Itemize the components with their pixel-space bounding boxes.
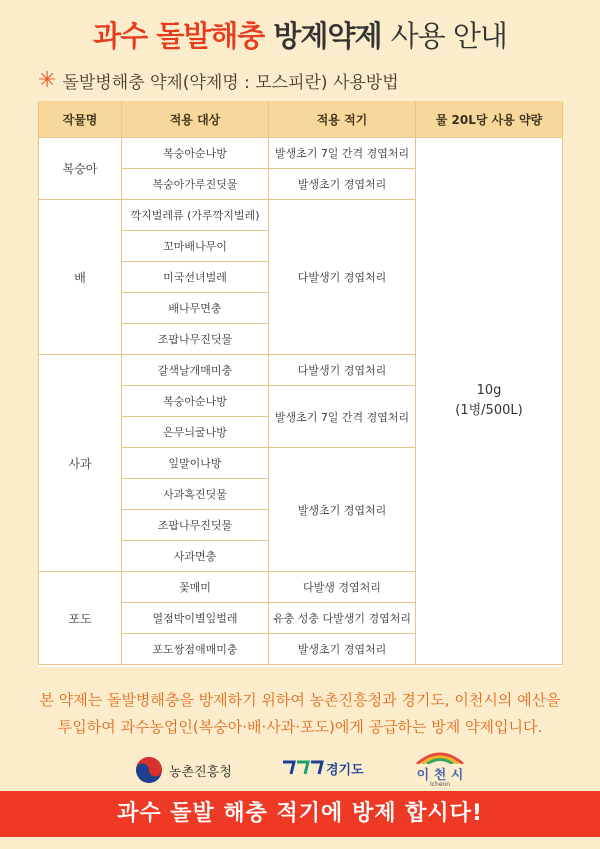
target-cell: 갈색날개매미충 bbox=[122, 355, 269, 386]
target-cell: 깍지벌레류 (가루깍지벌레) bbox=[122, 200, 269, 231]
target-cell: 꽃매미 bbox=[122, 572, 269, 603]
section-heading-text: 돌발병해충 약제(약제명 : 모스피란) 사용방법 bbox=[62, 73, 399, 93]
timing-cell: 발생초기 경엽처리 bbox=[269, 634, 416, 665]
gyeonggi-logo-text: 경기도 bbox=[326, 762, 364, 778]
taegeuk-icon bbox=[135, 756, 163, 784]
icheon-logo-sub: Icheon bbox=[429, 781, 451, 788]
dosage-amount: 10g bbox=[476, 383, 502, 398]
usage-table bbox=[38, 101, 563, 665]
target-cell: 미국선녀벌레 bbox=[122, 262, 269, 293]
title-bold: 방제약제 bbox=[273, 19, 382, 53]
title-rest: 사용 안내 bbox=[390, 19, 507, 53]
target-cell: 조팝나무진딧물 bbox=[122, 510, 269, 541]
notice-text bbox=[0, 687, 600, 741]
header-timing: 적용 적기 bbox=[269, 101, 416, 138]
target-cell: 복숭아순나방 bbox=[122, 138, 269, 169]
target-cell: 포도쌍점애매미충 bbox=[122, 634, 269, 665]
target-cell: 잎말이나방 bbox=[122, 448, 269, 479]
target-cell: 사과면충 bbox=[122, 541, 269, 572]
crop-cell-apple: 사과 bbox=[39, 355, 122, 572]
dosage-note: (1병/500L) bbox=[455, 403, 523, 418]
icheon-logo bbox=[413, 750, 467, 788]
timing-cell: 다발생기 경엽처리 bbox=[269, 200, 416, 355]
target-cell: 조팝나무진딧물 bbox=[122, 324, 269, 355]
timing-cell: 발생초기 7일 간격 경엽처리 bbox=[269, 386, 416, 448]
timing-cell: 발생초기 경엽처리 bbox=[269, 448, 416, 572]
dosage-cell bbox=[416, 138, 563, 665]
icheon-logo-text: 이 천 시 bbox=[416, 768, 464, 783]
target-cell: 배나무면충 bbox=[122, 293, 269, 324]
timing-cell: 다발생기 경엽처리 bbox=[269, 355, 416, 386]
banner-text: 과수 돌발 해충 적기에 방제 합시다! bbox=[117, 801, 483, 826]
timing-cell: 다발생 경엽처리 bbox=[269, 572, 416, 603]
header-crop: 작물명 bbox=[39, 101, 122, 138]
page-title bbox=[0, 14, 600, 55]
title-highlight: 과수 돌발해충 bbox=[93, 19, 265, 53]
crop-cell-peach: 복숭아 bbox=[39, 138, 122, 200]
table-header-row bbox=[39, 101, 563, 138]
usage-table-container bbox=[38, 101, 562, 667]
asterisk-icon: ✳ bbox=[38, 67, 57, 93]
sponsor-logos bbox=[0, 752, 600, 788]
header-dosage: 물 20L당 사용 약량 bbox=[416, 101, 563, 138]
target-cell: 열점박이별잎벌레 bbox=[122, 603, 269, 634]
rda-logo bbox=[135, 756, 232, 784]
header-target: 적용 대상 bbox=[122, 101, 269, 138]
gyeonggi-mark-icon bbox=[282, 758, 324, 778]
target-cell: 꼬마배나무이 bbox=[122, 231, 269, 262]
bottom-strip bbox=[0, 837, 600, 849]
notice-line-2: 투입하여 과수농업인(복숭아·배·사과·포도)에게 공급하는 방제 약제입니다. bbox=[57, 718, 543, 736]
target-cell: 은무늬굴나방 bbox=[122, 417, 269, 448]
timing-cell: 발생초기 7일 간격 경엽처리 bbox=[269, 138, 416, 169]
target-cell: 복숭아가루진딧물 bbox=[122, 169, 269, 200]
section-heading bbox=[38, 68, 399, 93]
rda-logo-text: 농촌진흥청 bbox=[169, 764, 232, 780]
rainbow-icon bbox=[413, 750, 467, 764]
notice-line-1: 본 약제는 돌발병해충을 방제하기 위하여 농촌진흥청과 경기도, 이천시의 예산을 bbox=[39, 691, 561, 709]
crop-cell-grape: 포도 bbox=[39, 572, 122, 665]
target-cell: 사과혹진딧물 bbox=[122, 479, 269, 510]
target-cell: 복숭아순나방 bbox=[122, 386, 269, 417]
crop-cell-pear: 배 bbox=[39, 200, 122, 355]
timing-cell: 유충 성충 다발생기 경엽처리 bbox=[269, 603, 416, 634]
table-row bbox=[39, 138, 563, 169]
timing-cell: 발생초기 경엽처리 bbox=[269, 169, 416, 200]
gyeonggi-logo bbox=[282, 758, 364, 778]
